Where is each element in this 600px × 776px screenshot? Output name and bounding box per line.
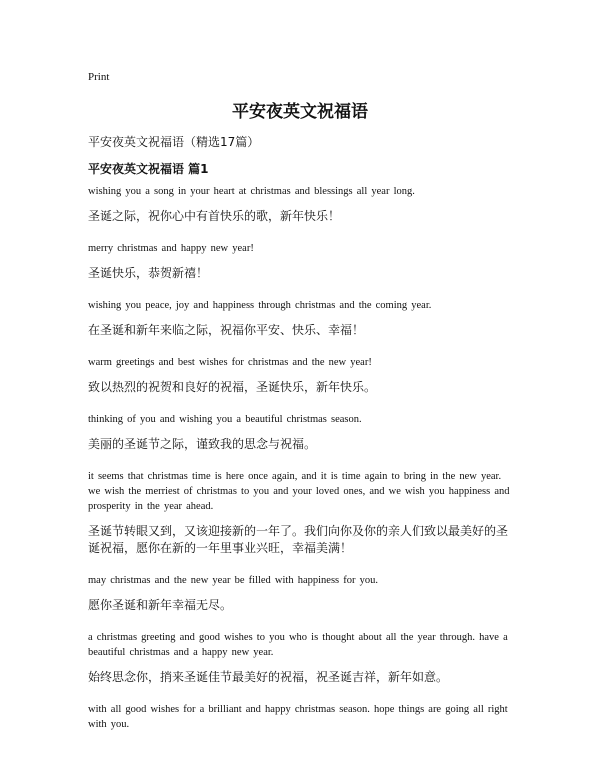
document-subtitle: 平安夜英文祝福语（精选17篇） [88, 135, 260, 149]
english-greeting-8: a christmas greeting and good wishes to you who is thought about all the year through. have a beautiful christmas and a happy new year. [88, 632, 508, 658]
english-greeting-5: thinking of you and wishing you a beautiful christmas season. [88, 414, 362, 425]
print-label[interactable]: Print [88, 71, 110, 83]
chinese-greeting-7: 愿你圣诞和新年幸福无尽。 [88, 598, 233, 612]
chinese-greeting-2: 圣诞快乐，恭贺新禧！ [88, 266, 209, 280]
section-heading: 平安夜英文祝福语 篇1 [88, 162, 209, 176]
greetings-list [88, 184, 513, 732]
english-greeting-4: warm greetings and best wishes for christmas and the new year! [88, 357, 372, 368]
english-greeting-7: may christmas and the new year be filled with happiness for you. [88, 575, 379, 586]
english-greeting-3: wishing you peace, joy and happiness through christmas and the coming year. [88, 300, 432, 311]
english-greeting-9: with all good wishes for a brilliant and happy christmas season. hope things are going all right with you. [88, 704, 508, 730]
chinese-greeting-6: 圣诞节转眼又到，又该迎接新的一年了。我们向你及你的亲人们致以最美好的圣诞祝福，愿你在新的一年里事业兴旺，幸福美满！ [88, 524, 509, 555]
english-greeting-1: wishing you a song in your heart at christmas and blessings all year long. [88, 186, 415, 197]
chinese-greeting-8: 始终思念你，捎来圣诞佳节最美好的祝福，祝圣诞吉祥，新年如意。 [88, 670, 449, 684]
chinese-greeting-3: 在圣诞和新年来临之际，祝福你平安、快乐、幸福！ [88, 323, 365, 337]
chinese-greeting-1: 圣诞之际，祝你心中有首快乐的歌，新年快乐！ [88, 209, 341, 223]
document-title: 平安夜英文祝福语 [232, 102, 368, 122]
english-greeting-2: merry christmas and happy new year! [88, 243, 254, 254]
chinese-greeting-5: 美丽的圣诞节之际，谨致我的思念与祝福。 [88, 437, 317, 451]
english-greeting-6: it seems that christmas time is here once again, and it is time again to bring in the new year. we wish the merriest of christmas to you and your loved ones, and we wish you happiness and prosperity in the year ahead. [88, 471, 510, 512]
chinese-greeting-4: 致以热烈的祝贺和良好的祝福，圣诞快乐，新年快乐。 [88, 380, 377, 394]
